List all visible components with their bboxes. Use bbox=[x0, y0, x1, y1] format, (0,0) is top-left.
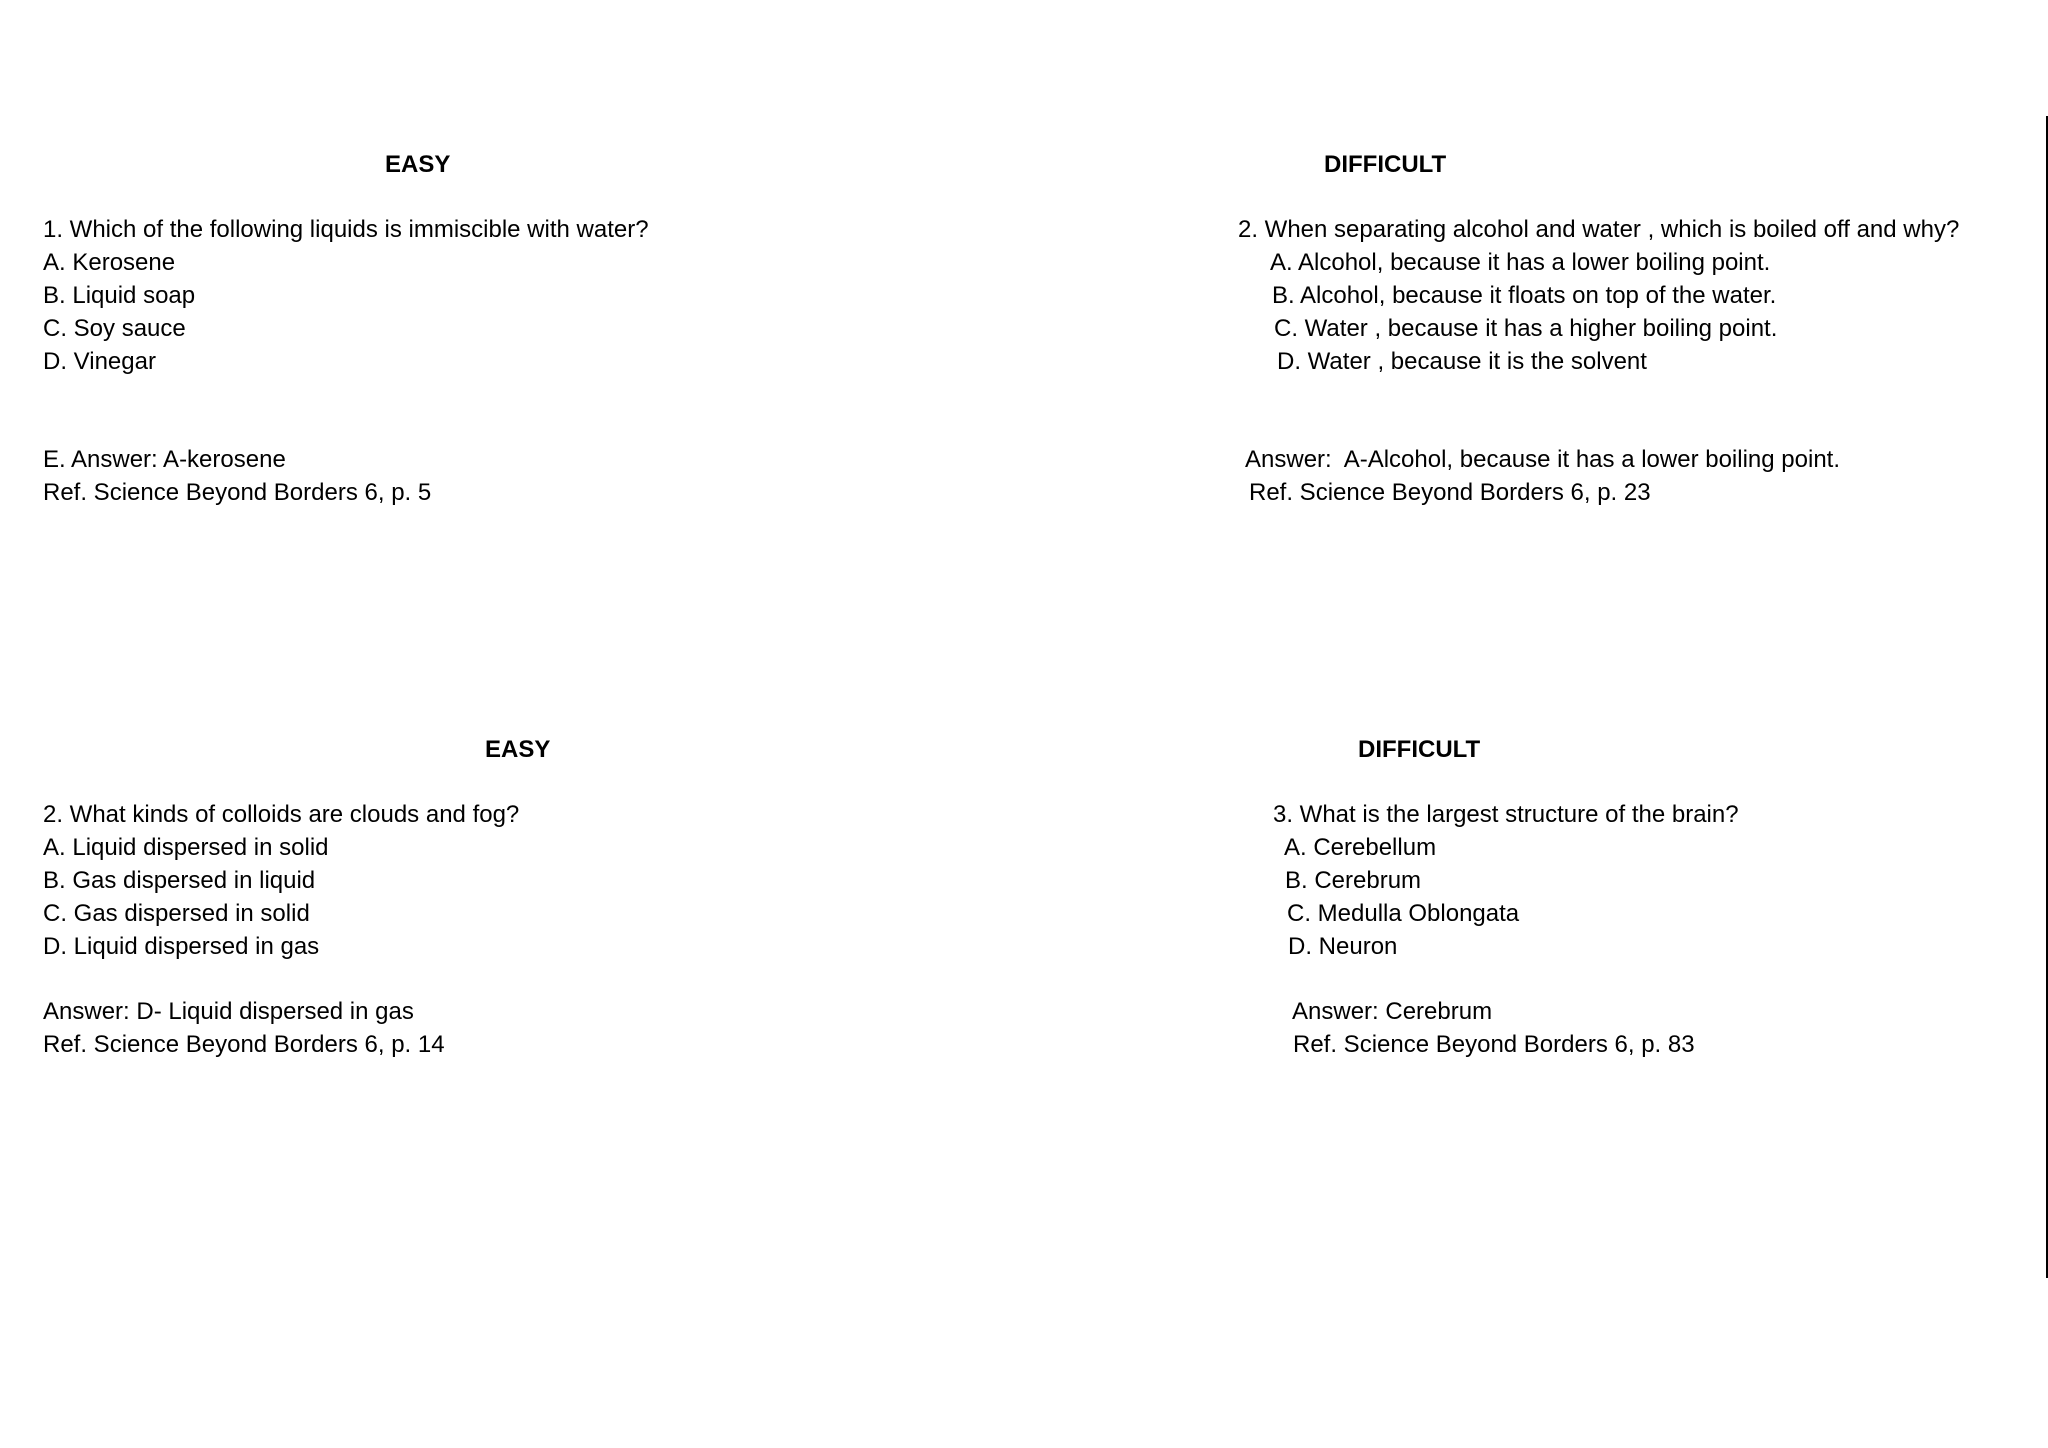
question-1-reference: Ref. Science Beyond Borders 6, p. 5 bbox=[43, 479, 432, 506]
question-3-option-c: C. Gas dispersed in solid bbox=[43, 900, 310, 927]
question-3-answer: Answer: D- Liquid dispersed in gas bbox=[43, 998, 414, 1025]
easy-heading-1: EASY bbox=[385, 151, 451, 178]
question-3-option-a: A. Liquid dispersed in solid bbox=[43, 834, 329, 861]
question-4-reference: Ref. Science Beyond Borders 6, p. 83 bbox=[1293, 1031, 1695, 1058]
question-4-option-c: C. Medulla Oblongata bbox=[1287, 900, 1520, 927]
question-4-text: 3. What is the largest structure of the brain? bbox=[1273, 801, 1739, 828]
question-2-option-c: C. Water , because it has a higher boiling point. bbox=[1274, 315, 1778, 342]
question-4-option-b: B. Cerebrum bbox=[1285, 867, 1422, 894]
difficult-heading-1: DIFFICULT bbox=[1324, 151, 1447, 178]
question-2-option-b: B. Alcohol, because it floats on top of the water. bbox=[1272, 282, 1777, 309]
question-4-option-d: D. Neuron bbox=[1288, 933, 1398, 960]
question-1-option-d: D. Vinegar bbox=[43, 348, 156, 375]
question-1-answer: E. Answer: A-kerosene bbox=[43, 446, 286, 473]
question-3-option-d: D. Liquid dispersed in gas bbox=[43, 933, 320, 960]
question-3-text: 2. What kinds of colloids are clouds and fog? bbox=[43, 801, 520, 828]
question-1-text: 1. Which of the following liquids is immiscible with water? bbox=[43, 216, 649, 243]
question-2-option-a: A. Alcohol, because it has a lower boiling point. bbox=[1270, 249, 1771, 276]
question-1-option-c: C. Soy sauce bbox=[43, 315, 186, 342]
question-3-reference: Ref. Science Beyond Borders 6, p. 14 bbox=[43, 1031, 445, 1058]
question-2-answer: Answer: A-Alcohol, because it has a lower boiling point. bbox=[1245, 446, 1840, 473]
difficult-heading-2: DIFFICULT bbox=[1358, 736, 1481, 763]
question-3-option-b: B. Gas dispersed in liquid bbox=[43, 867, 316, 894]
question-1-option-a: A. Kerosene bbox=[43, 249, 176, 276]
question-2-option-d: D. Water , because it is the solvent bbox=[1277, 348, 1647, 375]
question-4-answer: Answer: Cerebrum bbox=[1292, 998, 1493, 1025]
question-4-option-a: A. Cerebellum bbox=[1284, 834, 1437, 861]
question-2-reference: Ref. Science Beyond Borders 6, p. 23 bbox=[1249, 479, 1651, 506]
question-1-option-b: B. Liquid soap bbox=[43, 282, 196, 309]
question-2-text: 2. When separating alcohol and water , which is boiled off and why? bbox=[1238, 216, 1960, 243]
easy-heading-2: EASY bbox=[485, 736, 551, 763]
